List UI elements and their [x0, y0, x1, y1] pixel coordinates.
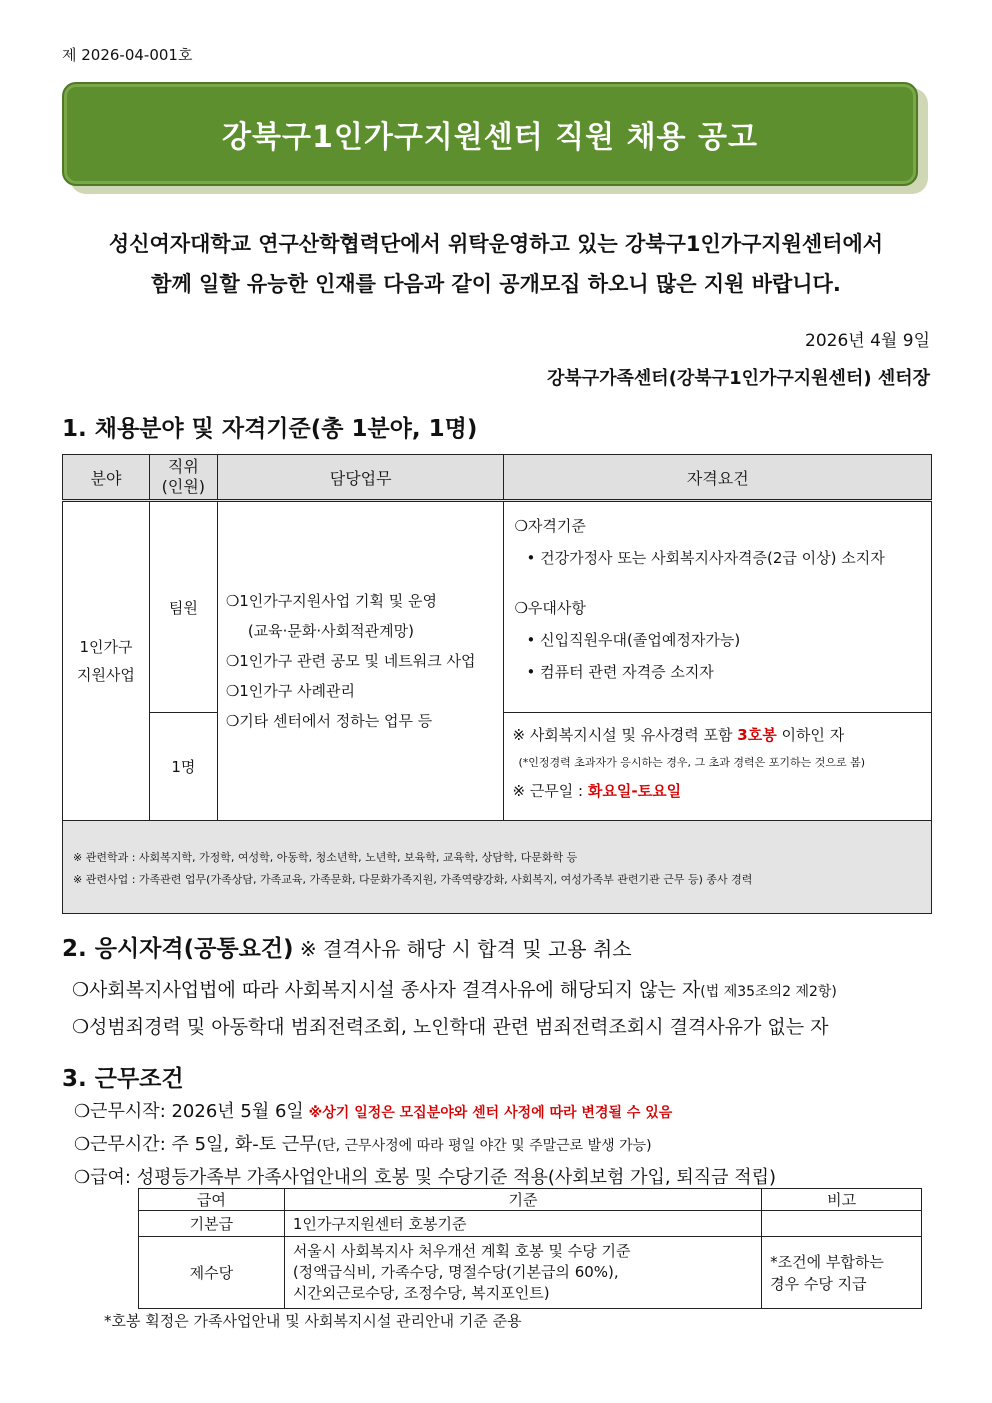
count-cell: 1명 — [149, 713, 217, 821]
career-note: (*인정경력 초과자가 응시하는 경우, 그 초과 경력은 포기하는 것으로 봄) — [518, 756, 866, 769]
duty-item: ❍1인가구 사례관리 — [225, 682, 356, 700]
header-duty: 담당업무 — [217, 455, 504, 501]
duty-item: ❍1인가구 관련 공모 및 네트워크 사업 — [225, 652, 476, 670]
signer: 강북구가족센터(강북구1인가구지원센터) 센터장 — [546, 368, 930, 389]
duty-item: (교육·문화·사회적관계망) — [247, 622, 414, 640]
work-hours-text: ❍근무시간: 주 5일, 화-토 근무 — [74, 1134, 317, 1155]
salary-footnote: *호봉 획정은 가족사업안내 및 사회복지시설 관리안내 기준 준용 — [104, 1312, 522, 1330]
header-position — [149, 455, 217, 501]
field-cell — [63, 501, 150, 821]
field-line-2: 지원사업 — [76, 666, 135, 684]
recruitment-table — [62, 454, 932, 914]
eligibility-item-1-note: (법 제35조의2 제2항) — [700, 984, 837, 1000]
position-cell: 팀원 — [149, 501, 217, 713]
row2-remark-line: *조건에 부합하는 — [770, 1252, 884, 1271]
table-notes — [63, 821, 932, 914]
career-cell — [504, 713, 932, 821]
requirements-cell — [504, 501, 932, 713]
note-related-work: ※ 관련사업 : 가족관련 업무(가족상담, 가족교육, 가족문화, 다문화가족지원, 가족역량강화, 사회복지, 여성가족부 관련기관 근무 등) 종사 경력 — [73, 873, 753, 886]
row2-basis — [284, 1237, 761, 1309]
notice-date: 2026년 4월 9일 — [805, 331, 930, 351]
header-requirements: 자격요건 — [504, 455, 932, 501]
req-item: • 건강가정사 또는 사회복지사자격증(2급 이상) 소지자 — [526, 549, 885, 567]
section3-title: 3. 근무조건 — [62, 1066, 184, 1092]
career-highlight: 3호봉 — [737, 726, 777, 744]
banner-title: 강북구1인가구지원센터 직원 채용 공고 — [222, 120, 758, 155]
work-hours-note: (단, 근무사정에 따라 평일 야간 및 주말근로 발생 가능) — [316, 1138, 652, 1154]
salary-table — [138, 1188, 922, 1309]
section2-title-text: 2. 응시자격(공통요건) — [62, 936, 294, 962]
row1-pay: 기본급 — [139, 1211, 285, 1237]
duty-item: ❍기타 센터에서 정하는 업무 등 — [225, 712, 433, 730]
row2-remark — [762, 1237, 922, 1309]
req-item: • 신입직원우대(졸업예정자가능) — [526, 631, 741, 649]
header-field: 분야 — [63, 455, 150, 501]
intro-line-2: 함께 일할 유능한 인재를 다음과 같이 공개모집 하오니 많은 지원 바랍니다. — [151, 272, 841, 296]
header-position-sub: (인원) — [161, 477, 206, 496]
intro-line-1: 성신여자대학교 연구산학협력단에서 위탁운영하고 있는 강북구1인가구지원센터에서 — [108, 232, 884, 256]
req-item: • 컴퓨터 관련 자격증 소지자 — [526, 663, 714, 681]
work-start — [74, 1097, 672, 1123]
work-start-note: ※상기 일정은 모집분야와 센터 사정에 따라 변경될 수 있음 — [303, 1105, 673, 1121]
salary-line: ❍급여: 성평등가족부 가족사업안내의 호봉 및 수당기준 적용(사회보험 가입, 퇴직금 적립) — [74, 1167, 777, 1188]
workday-highlight: 화요일-토요일 — [587, 782, 682, 800]
row1-basis: 1인가구지원센터 호봉기준 — [284, 1211, 761, 1237]
career-suffix: 이하인 자 — [776, 726, 845, 744]
row2-basis-line: 시간외근로수당, 조정수당, 복지포인트) — [292, 1284, 550, 1302]
field-line-1: 1인가구 — [79, 638, 133, 656]
work-start-text: ❍근무시작: 2026년 5월 6일 — [74, 1101, 304, 1122]
row2-basis-line: (정액급식비, 가족수당, 명절수당(기본급의 60%), — [292, 1263, 619, 1281]
salary-header-basis: 기준 — [284, 1189, 761, 1211]
section2-title — [62, 930, 632, 963]
duty-item: ❍1인가구지원사업 기획 및 운영 — [225, 592, 437, 610]
workday-prefix: ※ 근무일 : — [512, 782, 588, 800]
eligibility-item-1-text: ❍사회복지사업법에 따라 사회복지시설 종사자 결격사유에 해당되지 않는 자 — [72, 979, 701, 1001]
row1-remark — [762, 1211, 922, 1237]
eligibility-item-2: ❍성범죄경력 및 아동학대 범죄전력조회, 노인학대 관련 범죄전력조회시 결격사유가 없는 자 — [72, 1016, 829, 1038]
salary-header-pay: 급여 — [139, 1189, 285, 1211]
req-title-qualification: ❍자격기준 — [514, 517, 586, 535]
note-related-majors: ※ 관련학과 : 사회복지학, 가정학, 여성학, 아동학, 청소년학, 노년학, 보육학, 교육학, 상담학, 다문화학 등 — [73, 851, 578, 864]
career-line — [512, 721, 923, 749]
salary-header-remark: 비고 — [762, 1189, 922, 1211]
row2-pay: 제수당 — [139, 1237, 285, 1309]
header-position-label: 직위 — [167, 457, 199, 476]
section2-title-note: ※ 결격사유 해당 시 합격 및 고용 취소 — [293, 937, 632, 961]
row2-remark-line: 경우 수당 지급 — [770, 1274, 867, 1293]
work-hours — [74, 1130, 652, 1156]
title-banner — [62, 82, 918, 186]
workday-line — [512, 777, 923, 805]
document-number: 제 2026-04-001호 — [62, 46, 193, 64]
req-title-preference: ❍우대사항 — [514, 599, 586, 617]
row2-basis-line: 서울시 사회복지사 처우개선 계획 호봉 및 수당 기준 — [292, 1242, 631, 1260]
eligibility-item-1 — [72, 975, 837, 1002]
career-prefix: ※ 사회복지시설 및 유사경력 포함 — [512, 726, 738, 744]
duties-cell — [217, 501, 504, 821]
section1-title: 1. 채용분야 및 자격기준(총 1분야, 1명) — [62, 416, 478, 442]
